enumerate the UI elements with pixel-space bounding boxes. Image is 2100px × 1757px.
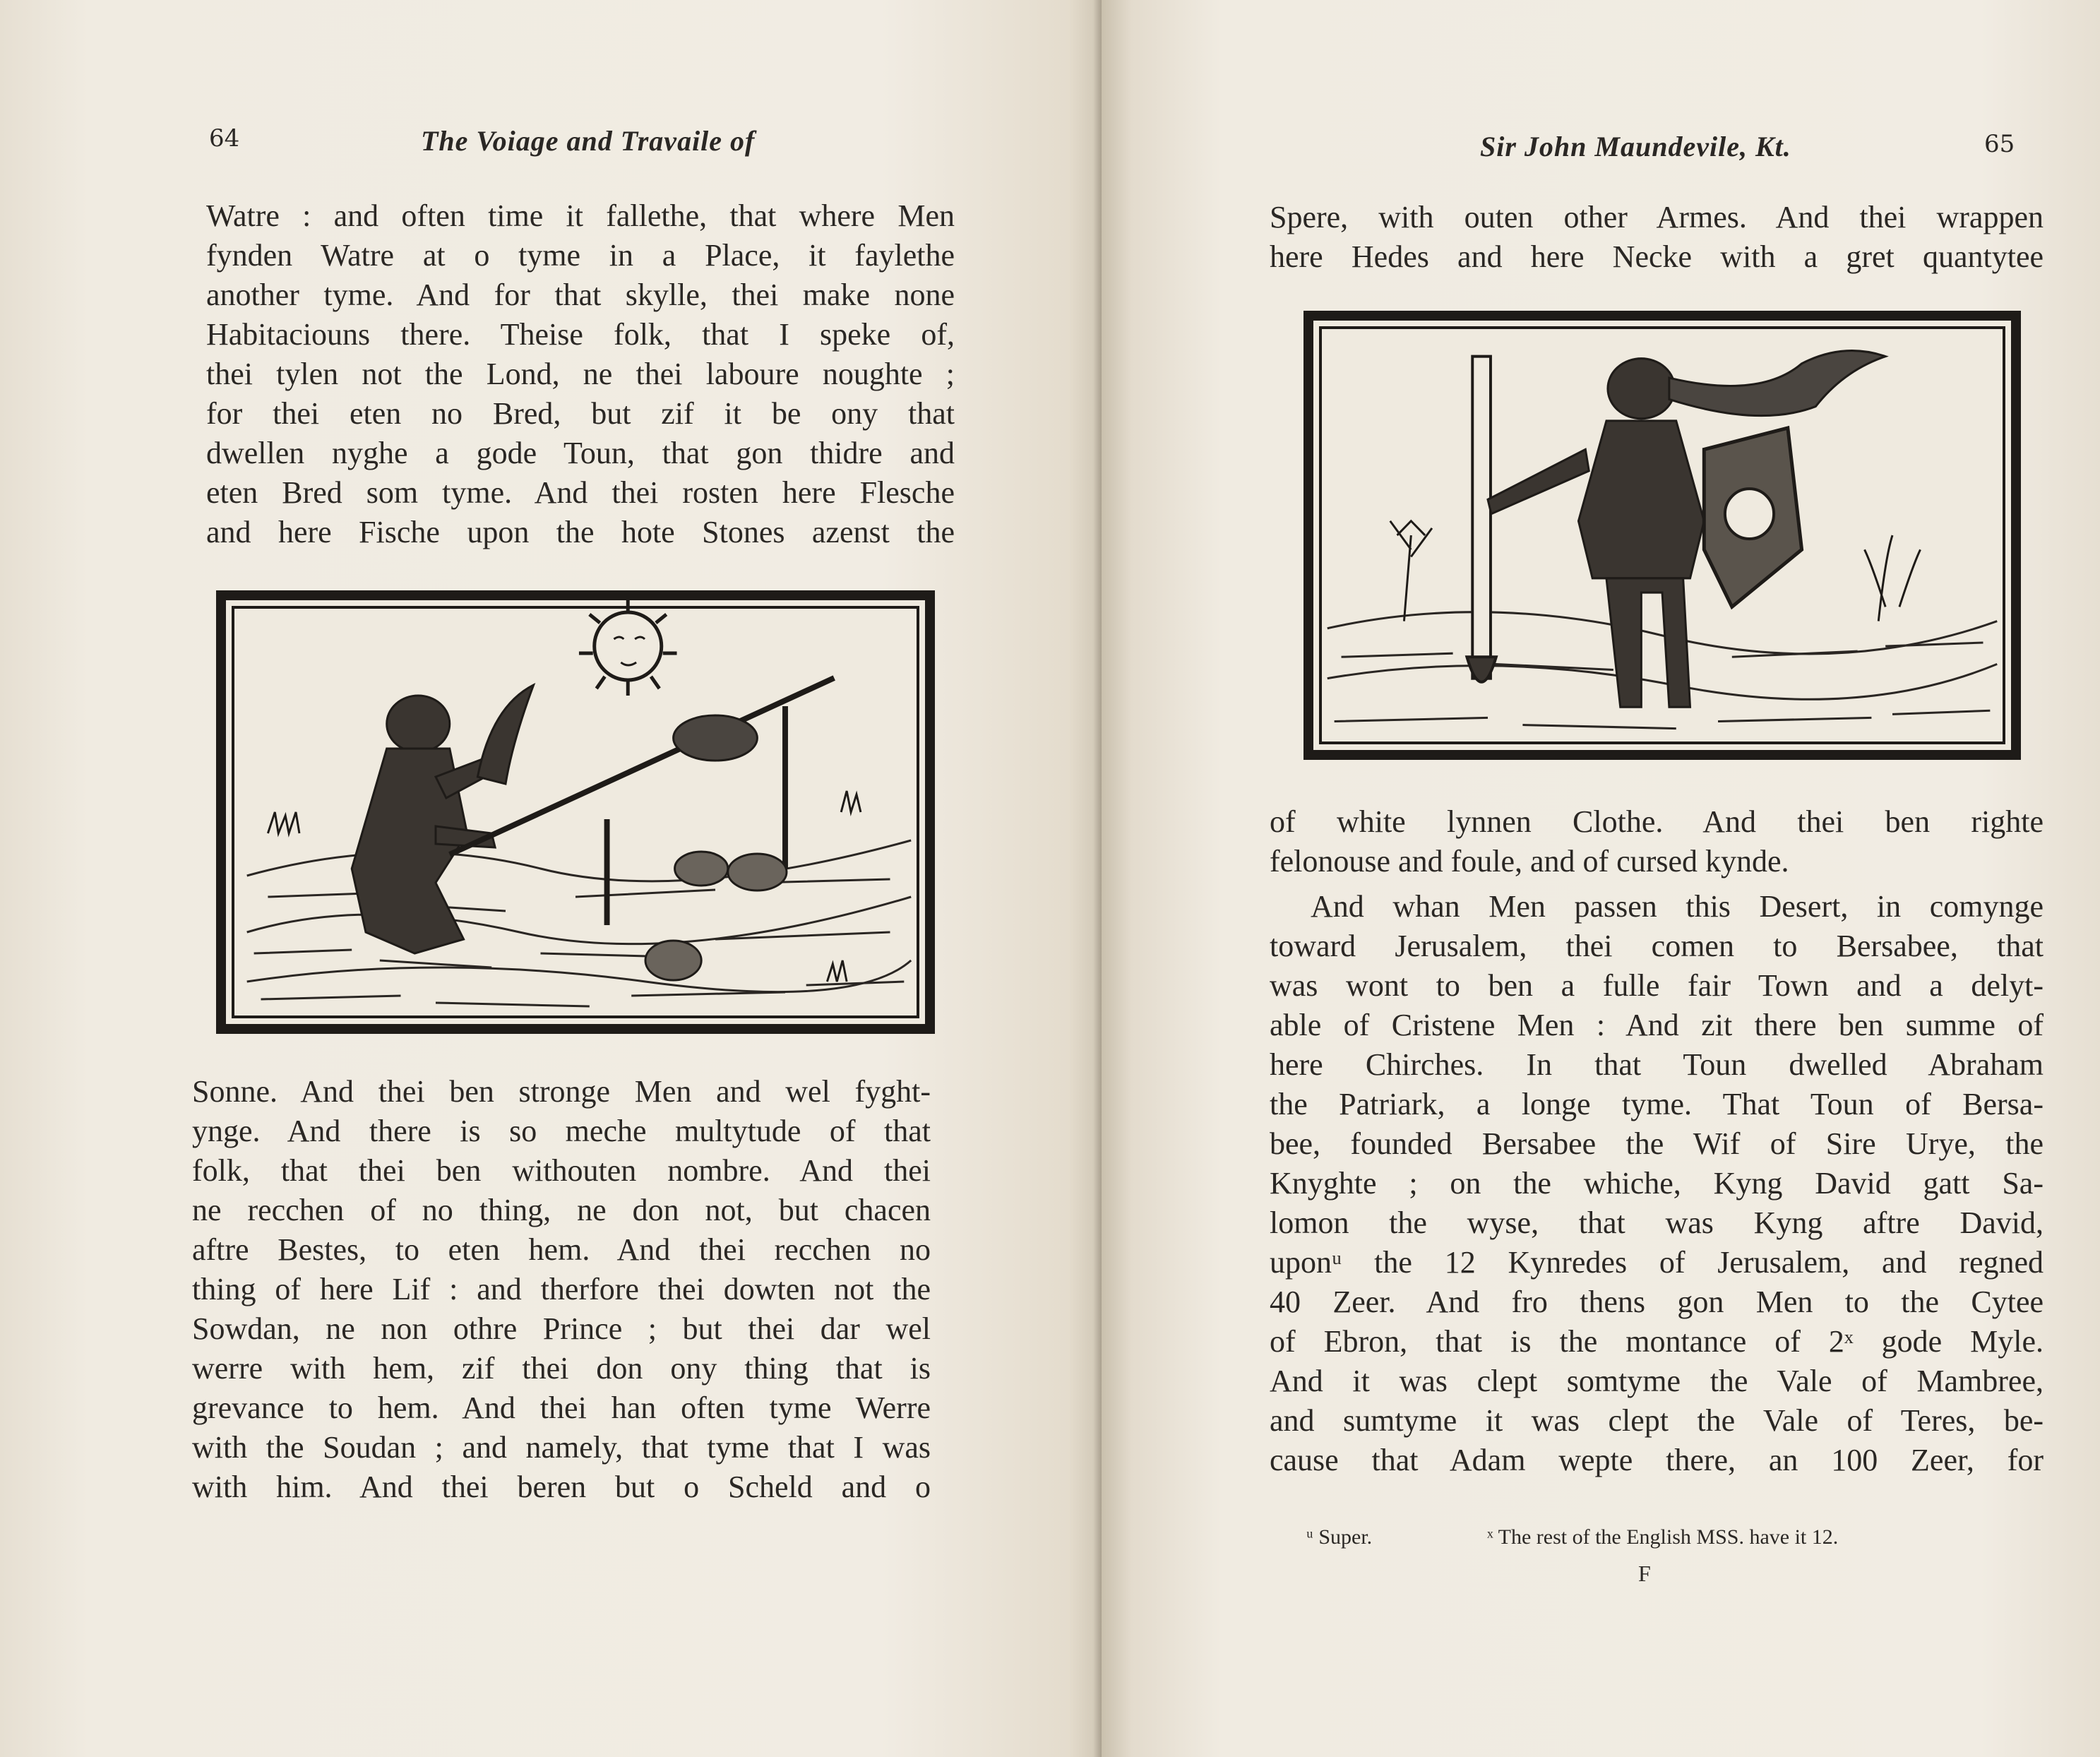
text-line: 40 Zeer. And fro thens gon Men to the Cytee bbox=[1270, 1285, 2044, 1319]
text-line: cause that Adam wepte there, an 100 Zeer, for bbox=[1270, 1443, 2044, 1477]
woodcut-man-roasting-fish-under-sun-icon bbox=[216, 590, 935, 1034]
text-line: for thei eten no Bred, but zif it be ony that bbox=[206, 396, 955, 431]
text-line: Spere, with outen other Armes. And thei wrappen bbox=[1270, 200, 2044, 234]
right-paragraph bbox=[1270, 887, 2044, 1480]
text-line: uponᵘ the 12 Kynredes of Jerusalem, and regned bbox=[1270, 1245, 2044, 1280]
left-text-bottom bbox=[192, 1072, 931, 1507]
text-line: ne recchen of no thing, ne don not, but chacen bbox=[192, 1193, 931, 1227]
text-line: felonouse and foule, and of cursed kynde. bbox=[1270, 844, 1789, 878]
page-number-left: 64 bbox=[209, 124, 240, 153]
text-line: thei tylen not the Lond, ne thei laboure noughte ; bbox=[206, 357, 955, 391]
right-text-top bbox=[1270, 198, 2044, 277]
text-line: And it was clept somtyme the Vale of Mambree, bbox=[1270, 1364, 2044, 1398]
text-line: Sonne. And thei ben stronge Men and wel fyght- bbox=[192, 1074, 931, 1109]
scarf-icon bbox=[1669, 351, 1885, 416]
text-line: thing of here Lif : and therfore thei dowten not the bbox=[192, 1272, 931, 1306]
fish-icon bbox=[477, 685, 533, 784]
text-line: grevance to hem. And thei han often tyme Werre bbox=[192, 1390, 931, 1425]
text-line: here Hedes and here Necke with a gret quantytee bbox=[1270, 239, 2044, 274]
text-line: Sowdan, ne non othre Prince ; but thei dar wel bbox=[192, 1311, 931, 1346]
woodcut-man-with-spear-and-shield-icon bbox=[1303, 311, 2021, 760]
text-line: ynge. And there is so meche multytude of that bbox=[192, 1114, 931, 1148]
text-line: Habitaciouns there. Theise folk, that I speke of, bbox=[206, 317, 955, 352]
right-page bbox=[1102, 0, 2100, 1757]
text-line: and here Fische upon the hote Stones azenst the bbox=[206, 515, 955, 549]
text-line: with the Soudan ; and namely, that tyme that I was bbox=[192, 1430, 931, 1465]
sun-face-icon bbox=[579, 600, 677, 696]
running-head-left: The Voiage and Travaile of bbox=[421, 125, 756, 157]
text-line: eten Bred som tyme. And thei rosten here Flesche bbox=[206, 475, 955, 510]
text-line: Knyghte ; on the whiche, Kyng David gatt Sa- bbox=[1270, 1166, 2044, 1201]
text-line: And whan Men passen this Desert, in comynge bbox=[1311, 889, 2044, 924]
page-number-right: 65 bbox=[1984, 130, 2015, 158]
text-line: was wont to ben a fulle fair Town and a delyt- bbox=[1270, 968, 2044, 1003]
spear-icon bbox=[1467, 357, 1496, 682]
text-line: toward Jerusalem, thei comen to Bersabee, that bbox=[1270, 929, 2044, 963]
text-line: the Patriark, a longe tyme. That Toun of Bersa- bbox=[1270, 1087, 2044, 1121]
text-line: lomon the wyse, that was Kyng aftre David, bbox=[1270, 1205, 2044, 1240]
text-line: werre with hem, zif thei don ony thing that is bbox=[192, 1351, 931, 1386]
text-line: of white lynnen Clothe. And thei ben righte bbox=[1270, 804, 2044, 839]
footnote-u: ᵘ Super. bbox=[1306, 1525, 1373, 1549]
footnote-x: ˣ The rest of the English MSS. have it 12. bbox=[1487, 1525, 1839, 1549]
text-line: able of Cristene Men : And zit there ben summe of bbox=[1270, 1008, 2044, 1042]
text-line: bee, founded Bersabee the Wif of Sire Urye, the bbox=[1270, 1126, 2044, 1161]
running-head-right: Sir John Maundevile, Kt. bbox=[1480, 131, 1791, 162]
text-line: aftre Bestes, to eten hem. And thei recchen no bbox=[192, 1232, 931, 1267]
text-line: with him. And thei beren but o Scheld and o bbox=[192, 1470, 931, 1504]
shield-icon bbox=[1704, 428, 1801, 607]
text-line: folk, that thei ben withouten nombre. And thei bbox=[192, 1153, 931, 1188]
text-line: of Ebron, that is the montance of 2ˣ gode Myle. bbox=[1270, 1324, 2044, 1359]
text-line: another tyme. And for that skylle, thei make none bbox=[206, 278, 955, 312]
text-line: fynden Watre at o tyme in a Place, it faylethe bbox=[206, 238, 955, 273]
signature-mark: F bbox=[1638, 1561, 1651, 1586]
text-line: Watre : and often time it fallethe, that where Men bbox=[206, 198, 955, 233]
text-line: here Chirches. In that Toun dwelled Abraham bbox=[1270, 1047, 2044, 1082]
left-text-top bbox=[206, 196, 955, 552]
right-text-mid bbox=[1270, 802, 2044, 881]
text-line: and sumtyme it was clept the Vale of Teres, be- bbox=[1270, 1403, 2044, 1438]
text-line: dwellen nyghe a gode Toun, that gon thidre and bbox=[206, 436, 955, 470]
roast-meat-icon bbox=[674, 715, 758, 761]
